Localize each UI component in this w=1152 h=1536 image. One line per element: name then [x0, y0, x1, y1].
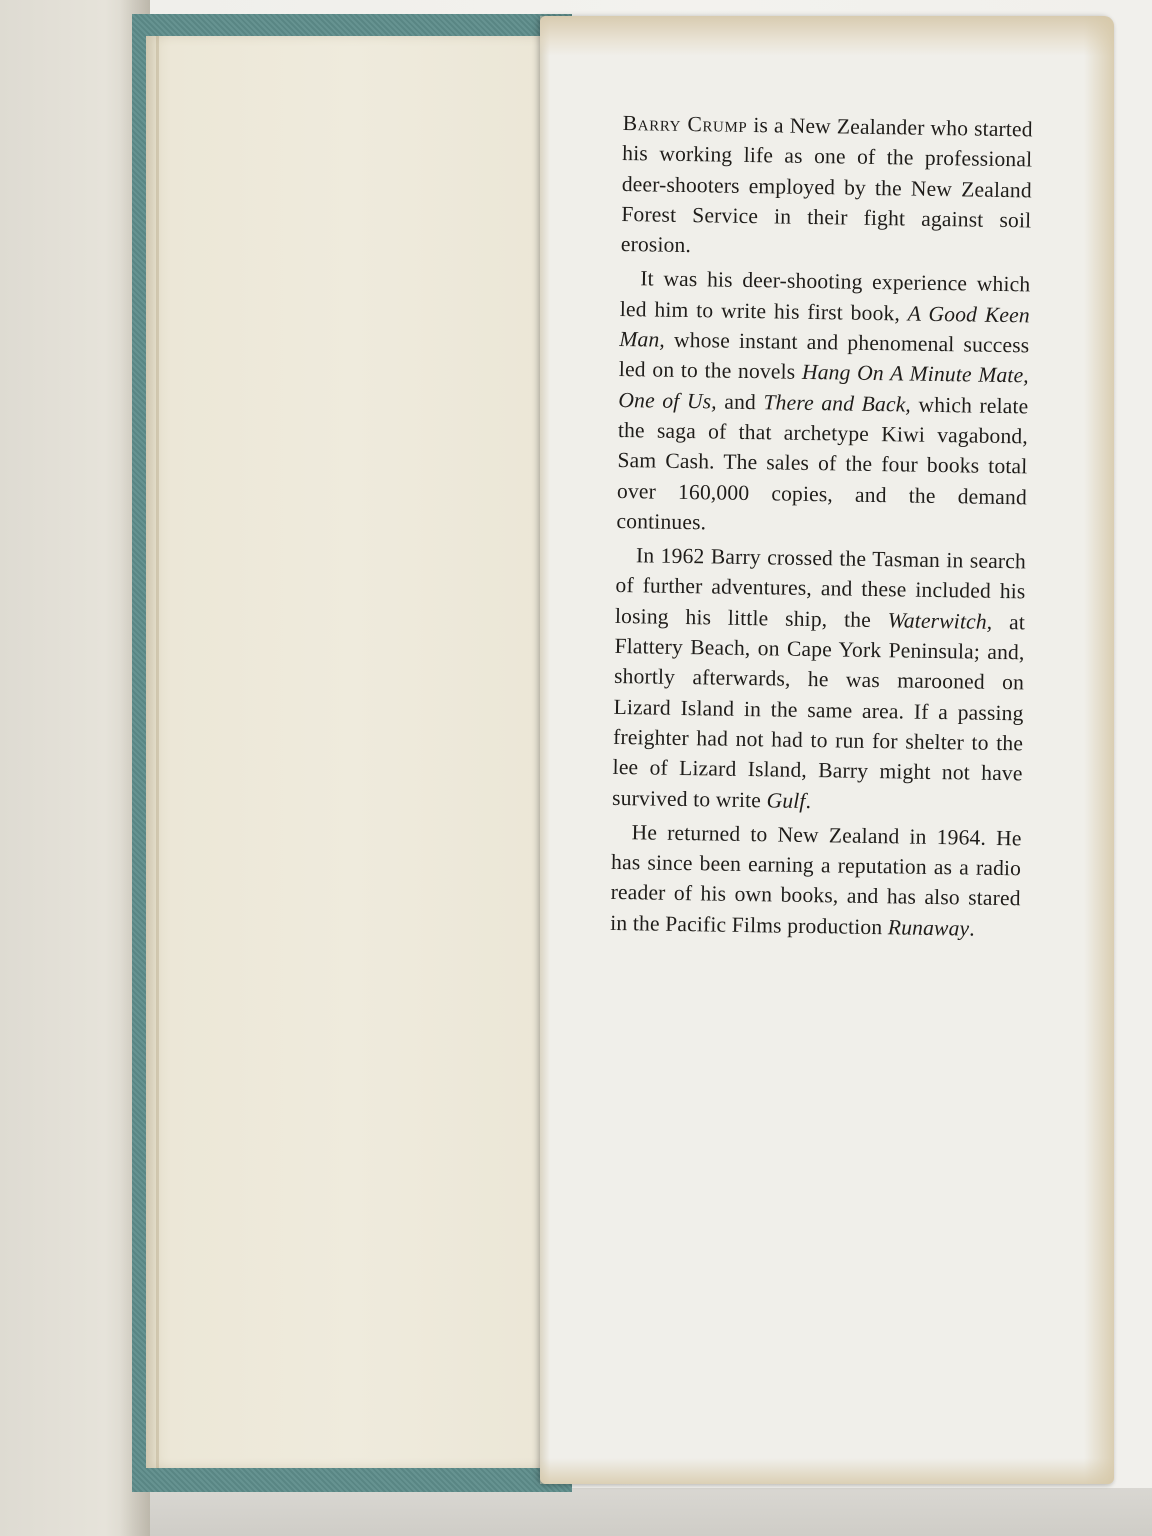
bio-paragraph-1 [621, 108, 1033, 266]
book-title: There and Back, [763, 389, 912, 417]
bio-text: He returned to New Zealand in 1964. He has since been earning a reputation as a radio reader of his own books, and has also stared in the Pacific Films production [610, 820, 1022, 939]
flap-bottom-foxing [540, 1458, 1114, 1484]
bio-text: . [969, 916, 976, 941]
bio-paragraph-3 [612, 540, 1026, 819]
front-endpaper [146, 36, 558, 1468]
author-name: Barry Crump [622, 110, 748, 137]
bio-text: It was his deer-shooting experience which led him to write his first book, [619, 266, 1031, 326]
bio-paragraph-4 [610, 817, 1022, 945]
book-title: Hang On A Minute Mate, One of Us, [618, 360, 1030, 414]
flap-left-edge [540, 16, 550, 1484]
dust-jacket-flap [540, 16, 1114, 1484]
bio-text: . [805, 788, 812, 813]
endpaper-hinge [156, 36, 159, 1468]
table-surface [0, 1488, 1152, 1536]
book-title: Gulf [766, 787, 806, 813]
flap-right-foxing [1084, 16, 1114, 1484]
ship-name: Waterwitch, [887, 607, 993, 634]
bio-text: which relate the saga of that archetype Kiwi vagabond, Sam Cash. The sales of the four books total over 160,000 copies, and the demand continues. [616, 392, 1029, 535]
bio-text: In 1962 Barry crossed the Tasman in search of further adventures, and these included his losing his little ship, the [614, 543, 1027, 632]
bio-text: and [716, 389, 764, 414]
book-title: A Good Keen Man, [619, 301, 1030, 352]
author-biography [610, 108, 1033, 948]
bio-paragraph-2 [616, 263, 1030, 542]
flap-top-foxing [540, 16, 1114, 56]
bio-text: is a New Zealander who started his working life as one of the professional deer-shooters employed by the New Zealand Forest Service in their fight against soil erosion. [620, 112, 1033, 258]
film-title: Runaway [887, 914, 970, 941]
bio-text: at Flattery Beach, on Cape York Peninsula; and, shortly afterwards, he was marooned on Lizard Island in the same area. If a passing freighter had not had to run for shelter to the lee of Lizard Island, Barry might not have survived to write [611, 609, 1026, 812]
bio-text: whose instant and phenomenal success led on to the novels [618, 327, 1030, 385]
